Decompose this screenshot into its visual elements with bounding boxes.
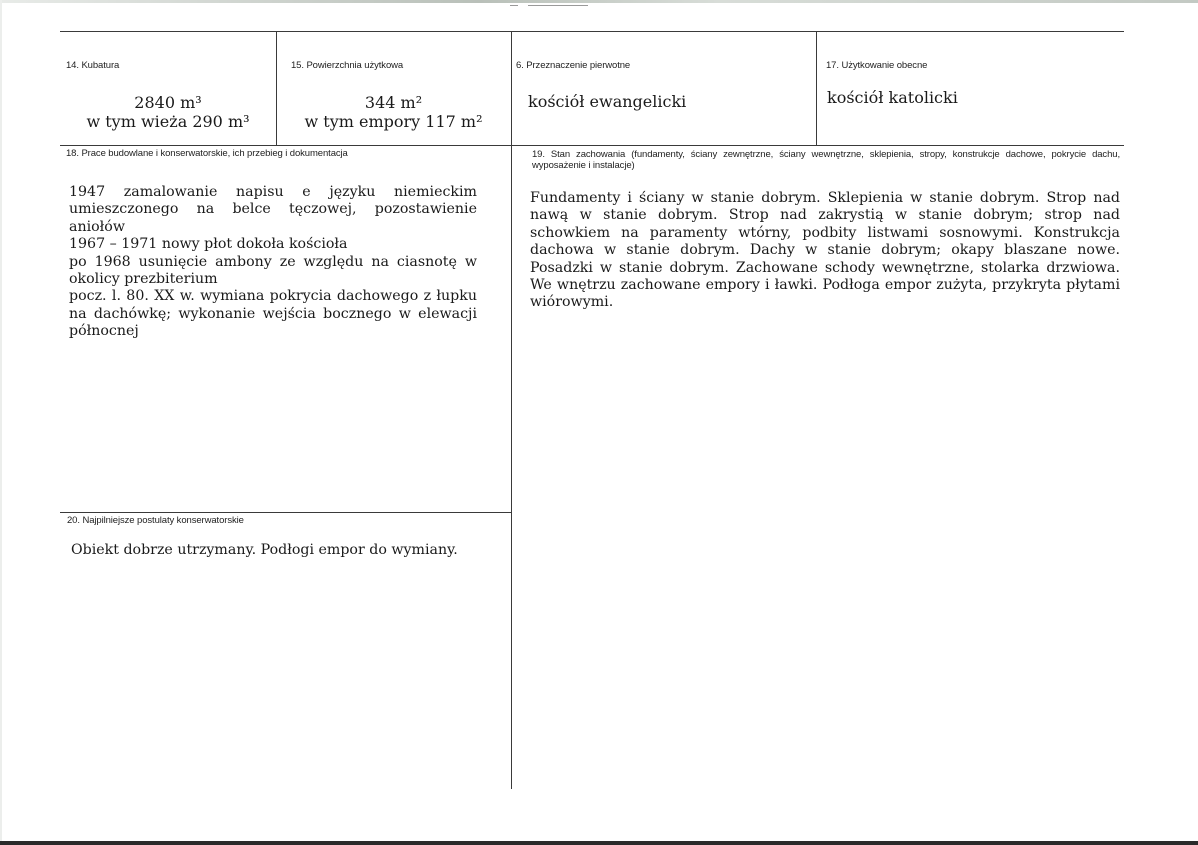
prace-entry: 1967 – 1971 nowy płot dokoła kościoła <box>69 236 348 253</box>
kubatura-total: 2840 m³ <box>134 93 202 112</box>
prace-entry: pocz. l. 80. XX w. wymiana pokrycia dachowego z łupku na dachówkę; wykonanie wejścia bocznego w elewacji północnej <box>69 288 477 340</box>
prace-entry: 1947 zamalowanie napisu e języku niemieckim umieszczonego na belce tęczowej, pozostawienie aniołów <box>69 184 477 235</box>
przeznaczenie-value: kościół ewangelicki <box>528 92 687 111</box>
uzytkowanie-label: 17. Użytkowanie obecne <box>826 60 928 71</box>
powierzchnia-label: 15. Powierzchnia użytkowa <box>291 60 404 71</box>
uzytkowanie-value: kościół katolicki <box>827 88 958 107</box>
column-divider <box>816 31 817 145</box>
prace-label: 18. Prace budowlane i konserwatorskie, ich przebieg i dokumentacja <box>66 148 348 159</box>
stan-label: 19. Stan zachowania (fundamenty, ściany zewnętrzne, ściany wewnętrzne, sklepienia, stropy, konstrukcje dachowe, pokrycie dachu, wyposażenie i instalacje) <box>532 149 1120 171</box>
scan-mark <box>528 5 588 6</box>
powierzchnia-empory: w tym empory 117 m² <box>304 112 483 131</box>
scan-edge-bottom <box>0 841 1198 845</box>
scan-edge-top <box>0 0 1198 3</box>
table-top-border <box>60 31 1124 32</box>
powierzchnia-total: 344 m² <box>364 93 423 112</box>
przeznaczenie-label: 6. Przeznaczenie pierwotne <box>516 60 631 71</box>
postulaty-text: Obiekt dobrze utrzymany. Podłogi empor do wymiany. <box>71 542 458 558</box>
powierzchnia-value <box>276 93 511 131</box>
kubatura-label: 14. Kubatura <box>66 60 120 71</box>
kubatura-tower: w tym wieża 290 m³ <box>86 112 250 131</box>
kubatura-value <box>60 93 276 131</box>
row-divider <box>60 145 1124 146</box>
stan-paragraph: Fundamenty i ściany w stanie dobrym. Sklepienia w stanie dobrym. Strop nad nawą w stanie dobrym. Strop nad zakrystią w stanie dobrym; strop nad schowkiem na paramenty wtórny, podbity listwami sosnowymi. Konstrukcja dachowa w stanie dobrym. Dachy w stanie dobrym; okapy blaszane nowe. Posadzki w stanie dobrym. Zachowane schody wewnętrzne, stolarka drzwiowa. We wnętrzu zachowane empory i ławki. Podłoga empor zużyta, przykryta płytami wiórowymi. <box>530 190 1120 311</box>
section-20-divider <box>60 512 511 513</box>
scan-edge-left <box>0 0 2 845</box>
prace-entry: po 1968 usunięcie ambony ze względu na ciasnotę w okolicy prezbiterium <box>69 253 477 288</box>
postulaty-label: 20. Najpilniejsze postulaty konserwatorskie <box>67 515 244 526</box>
main-column-divider <box>511 31 512 789</box>
prace-entries <box>69 184 477 341</box>
scan-mark <box>510 5 518 6</box>
stan-text <box>530 190 1120 312</box>
